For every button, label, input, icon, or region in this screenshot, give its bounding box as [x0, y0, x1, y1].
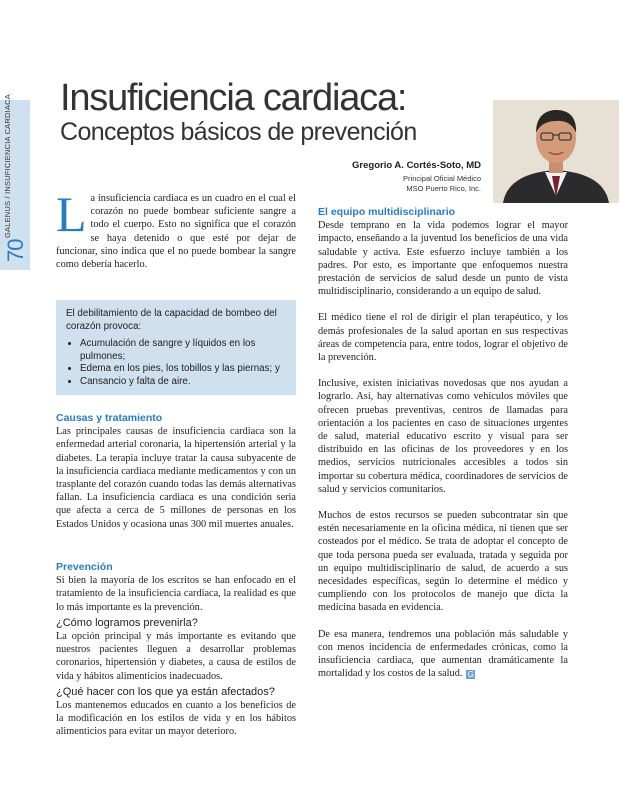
callout-intro: El debilitamiento de la capacidad de bombeo del corazón provoca: — [66, 308, 277, 332]
answer-text-2: Los mantenemos educados en cuanto a los beneficios de la modificación en los estilos de vida y en los hábitos alimenticios para evitar un mayor deterioro. — [56, 700, 296, 738]
callout-list — [62, 338, 290, 388]
question-heading-2: ¿Qué hacer con los que ya están afectados? — [56, 685, 275, 698]
question-heading-1: ¿Cómo logramos prevenirla? — [56, 616, 198, 629]
author-role-line-1: Principal Oficial Médico — [403, 174, 481, 183]
article-subtitle: Conceptos básicos de prevención — [60, 118, 417, 146]
list-item: • Cansancio y falta de aire. — [80, 376, 290, 389]
equipo-paragraph-3: Inclusive, existen iniciativas novedosas que nos ayudan a lograrlo. Así, hay alternativas como vehículos móviles que ofrecen pruebas preventivas, centros de llamadas para orientación a los pacientes en caso de situaciones urgentes de salud, material educativo escrito y visual para ser distribuido en las oficinas de los proveedores y en los medios, servicios nutricionales accesibles a todos sin importar su cobertura médica, coordinadores de servicios de salud y servicios comunitarios. — [318, 378, 568, 495]
end-mark-icon: G — [467, 670, 475, 680]
equipo-paragraph-1: Desde temprano en la vida podemos lograr el mayor impacto, enseñando a la juventud los beneficios de una vida saludable y activa. Este esfuerzo incluye también a los padres. Por esto, es importante que enfoquemos nuestra prestación de servicios de salud desde un punto de vista multidisciplinario, considerando a un equipo de salud. — [318, 220, 568, 298]
callout-box — [56, 300, 296, 395]
list-item: • Edema en los pies, los tobillos y las piernas; y — [80, 363, 290, 376]
author-name: Gregorio A. Cortés-Soto, MD — [352, 160, 481, 171]
equipo-heading: El equipo multidisciplinario — [318, 206, 456, 218]
page-sidebar — [0, 0, 30, 802]
equipo-section — [318, 206, 568, 681]
author-role — [300, 174, 481, 194]
equipo-paragraph-5-text: De esa manera, tendremos una población más saludable y con menos incidencia de enfermedades crónicas, como la insuficiencia cardiaca, que aumentan dramáticamente la mortalidad y los costos de la salud. — [318, 628, 568, 680]
intro-paragraph — [56, 186, 296, 271]
intro-text: a insuficiencia cardiaca es un cuadro en el cual el corazón no puede bombear suficiente sangre a todo el cuerpo. Esto no significa que el corazón se haya detenido o que esté por dejar de funcionar, sino indica que el no puede bombear la sangre como debería hacerlo. — [56, 193, 296, 271]
equipo-paragraph-4: Muchos de estos recursos se pueden subcontratar sin que estén necesariamente en la oficina médica, ni tienen que ser costeados por el médico. Se trata de adoptar el concepto de que toda persona pueda ser evaluada, tratada y seguida por un equipo multidisciplinario de salud, de acuerdo a sus necesidades específicas, según lo determine el médico y cumpliendo con los protocolos de manejo que dicta la medicina basada en evidencia. — [318, 510, 568, 614]
prevencion-heading: Prevención — [56, 561, 113, 573]
list-item: • Acumulación de sangre y líquidos en los pulmones; — [80, 338, 290, 363]
author-role-line-2: MSO Puerto Rico, Inc. — [406, 184, 481, 193]
prevencion-text: Si bien la mayoría de los escritos se han enfocado en el tratamiento de la insuficiencia cardiaca, la realidad es que lo más importante es la prevención. — [56, 575, 296, 613]
answer-text-1: La opción principal y más importante es evitando que nuestros pacientes lleguen a desarrollar problemas coronarios, hipertensión y diabetes, a causa de estilos de vida y hábitos alimenticios inadecuados. — [56, 631, 296, 682]
author-portrait-illustration — [493, 100, 619, 203]
equipo-paragraph-5 — [318, 628, 568, 681]
running-head: GALENUS / INSUFICIENCIA CARDIACA — [3, 94, 12, 238]
causas-text: Las principales causas de insuficiencia cardiaca son la enfermedad arterial coronaria, la hipertensión arterial y la diabetes. La terapia incluye tratar la causa subyacente de la insuficiencia cardiaca mediante medicamentos y con un trasplante del corazón cuando todas las demás alternativas fallan. La insuficiencia cardiaca es una condición seria que afecta a cerca de 5 millones de personas en los Estados Unidos y ocasiona unas 300 mil muertes anuales. — [56, 426, 296, 530]
prevencion-section — [56, 561, 296, 739]
equipo-paragraph-2: El médico tiene el rol de dirigir el plan terapéutico, y los demás profesionales de la salud aportan en sus respectivas áreas de competencia para, entre todos, lograr el objetivo de la prevención. — [318, 312, 568, 364]
page-number: 70 — [3, 239, 28, 262]
causas-heading: Causas y tratamiento — [56, 412, 163, 424]
drop-cap: L — [56, 186, 87, 242]
author-photo — [493, 100, 619, 203]
causas-section — [56, 412, 296, 531]
article-title: Insuficiencia cardiaca: — [60, 77, 407, 119]
